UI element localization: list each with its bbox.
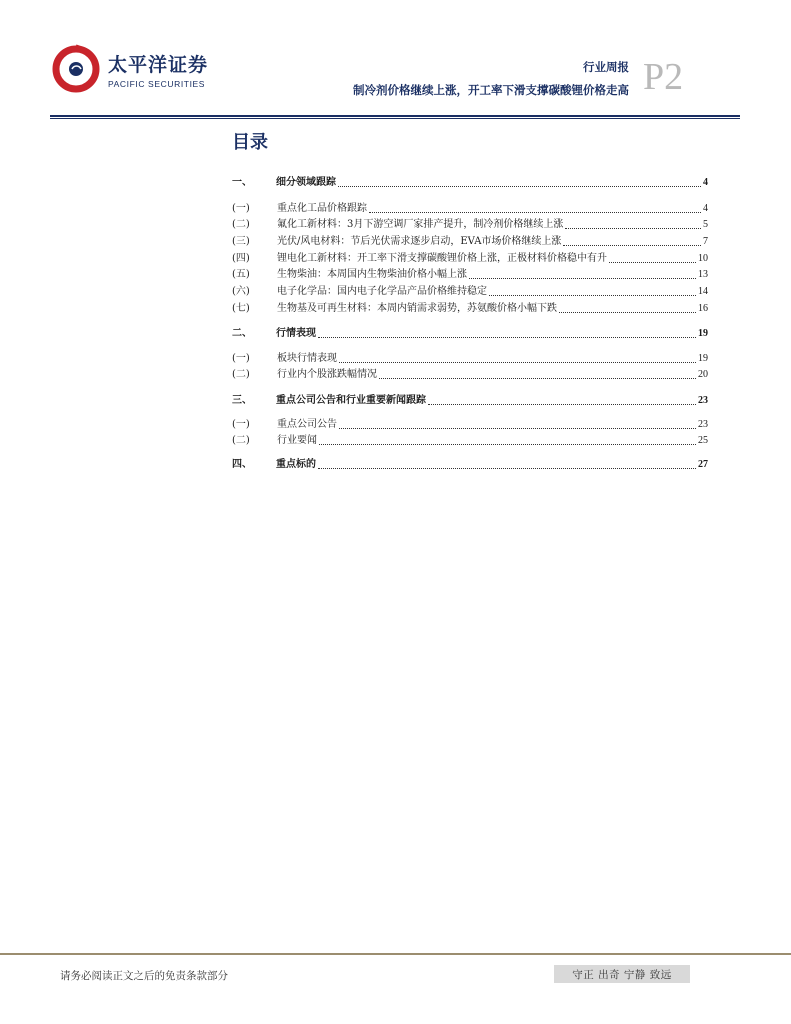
footer-motto: 守正 出奇 宁静 致远 <box>554 965 690 983</box>
toc-entry-text: 重点公司公告和行业重要新闻跟踪 <box>276 395 426 406</box>
toc-entry-text: 行业内个股涨跌幅情况 <box>277 369 377 380</box>
toc-entry-text: 行情表现 <box>276 328 316 339</box>
toc-entry-text: 电子化学品：国内电子化学品产品价格维持稳定 <box>277 286 487 297</box>
toc-entry-number: (二) <box>232 435 250 446</box>
pacific-securities-logo-icon <box>50 42 102 94</box>
report-type: 行业周报 <box>583 60 629 74</box>
toc-dot-leader <box>563 245 701 246</box>
toc-entry-page: 14 <box>698 286 708 297</box>
header-rule <box>50 115 740 117</box>
toc-entry-page: 13 <box>698 269 708 280</box>
toc-entry-number: (一) <box>232 353 250 364</box>
toc-entry-text: 生物柴油：本周国内生物柴油价格小幅上涨 <box>277 269 467 280</box>
toc-entry-number: 三、 <box>232 395 252 406</box>
toc-entry[interactable] <box>232 200 708 216</box>
toc-entry-text: 锂电化工新材料：开工率下滑支撑碳酸锂价格上涨，正极材料价格稳中有升 <box>277 253 607 264</box>
toc-entry-text: 生物基及可再生材料：本周内销需求弱势，苏氨酸价格小幅下跌 <box>277 303 557 314</box>
toc-dot-leader <box>318 468 696 469</box>
toc-entry-number: 四、 <box>232 459 252 470</box>
toc-entry-page: 23 <box>698 395 708 406</box>
toc-dot-leader <box>469 278 696 279</box>
page-number: P2 <box>643 56 684 98</box>
toc-entry-page: 19 <box>698 353 708 364</box>
toc-entry-page: 5 <box>703 219 708 230</box>
toc-entry[interactable] <box>232 432 708 448</box>
toc-entry[interactable] <box>232 216 708 232</box>
toc-entry-text: 重点标的 <box>276 459 316 470</box>
toc-entry[interactable] <box>232 233 708 249</box>
toc-entry-number: 一、 <box>232 177 252 188</box>
toc-entry-page: 19 <box>698 328 708 339</box>
toc-title: 目录 <box>232 132 268 153</box>
toc-entry-page: 25 <box>698 435 708 446</box>
toc-dot-leader <box>339 428 696 429</box>
toc-entry-page: 7 <box>703 236 708 247</box>
toc-entry[interactable] <box>232 283 708 299</box>
toc-entry-text: 板块行情表现 <box>277 353 337 364</box>
toc-entry[interactable] <box>232 250 708 266</box>
brand-name-cn: 太平洋证券 <box>108 54 209 76</box>
footer-disclaimer: 请务必阅读正文之后的免责条款部分 <box>60 970 228 982</box>
footer-rule <box>0 953 791 955</box>
toc-entry[interactable] <box>232 416 708 432</box>
toc-entry-page: 10 <box>698 253 708 264</box>
brand-name-en: PACIFIC SECURITIES <box>108 79 206 89</box>
toc-entry-page: 27 <box>698 459 708 470</box>
toc-entry-text: 氟化工新材料：3月下游空调厂家排产提升，制冷剂价格继续上涨 <box>277 219 564 230</box>
toc-entry-text: 细分领域跟踪 <box>276 177 336 188</box>
header-rule-thin <box>50 118 740 119</box>
toc-entry-page: 16 <box>698 303 708 314</box>
toc-entry-text: 行业要闻 <box>277 435 317 446</box>
toc-entry-page: 4 <box>703 177 708 188</box>
toc-dot-leader <box>609 262 696 263</box>
toc-entry-number: (一) <box>232 203 250 214</box>
toc-entry-text: 重点公司公告 <box>277 419 337 430</box>
toc-entry-number: (一) <box>232 419 250 430</box>
toc-dot-leader <box>565 228 701 229</box>
toc-dot-leader <box>428 404 696 405</box>
toc-entry-page: 23 <box>698 419 708 430</box>
toc-entry-number: (二) <box>232 369 250 380</box>
toc-dot-leader <box>318 337 696 338</box>
toc-entry-page: 4 <box>703 203 708 214</box>
toc-dot-leader <box>369 212 701 213</box>
toc-entry-number: (二) <box>232 219 250 230</box>
toc-entry-text: 重点化工品价格跟踪 <box>277 203 367 214</box>
toc-dot-leader <box>379 378 696 379</box>
toc-dot-leader <box>489 295 696 296</box>
toc-dot-leader <box>338 186 701 187</box>
report-title: 制冷剂价格继续上涨，开工率下滑支撑碳酸锂价格走高 <box>353 83 629 97</box>
toc-dot-leader <box>559 312 696 313</box>
toc-entry-number: (七) <box>232 303 250 314</box>
toc-entry[interactable] <box>232 366 708 382</box>
toc-entry-number: (五) <box>232 269 250 280</box>
toc-entry-text: 光伏/风电材料：节后光伏需求逐步启动，EVA市场价格继续上涨 <box>277 236 562 247</box>
toc-dot-leader <box>319 444 696 445</box>
toc-entry[interactable] <box>232 350 708 366</box>
toc-entry[interactable] <box>232 325 708 341</box>
toc-entry-number: 二、 <box>232 328 252 339</box>
toc-entry-number: (三) <box>232 236 250 247</box>
toc-entry-page: 20 <box>698 369 708 380</box>
toc-entry[interactable] <box>232 266 708 282</box>
toc-entry-number: (六) <box>232 286 250 297</box>
toc-entry[interactable] <box>232 174 708 190</box>
toc-dot-leader <box>339 362 696 363</box>
toc-entry-number: (四) <box>232 253 250 264</box>
toc-entry[interactable] <box>232 456 708 472</box>
toc-entry[interactable] <box>232 300 708 316</box>
toc-entry[interactable] <box>232 392 708 408</box>
